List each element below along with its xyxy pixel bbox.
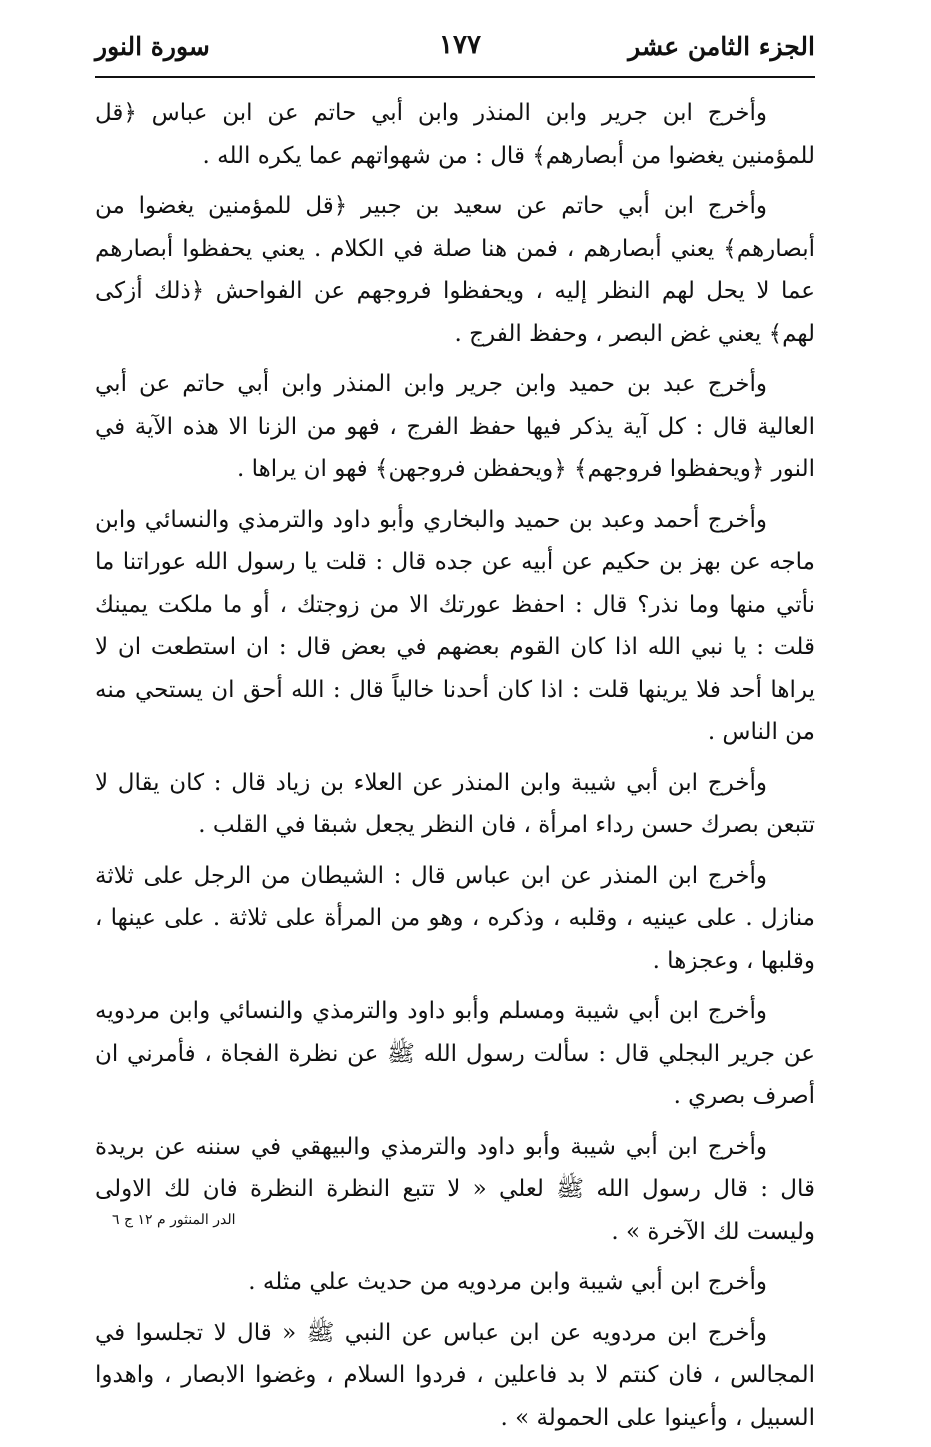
paragraph: وأخرج ابن أبي شيبة وابن مردويه من حديث علي مثله . — [248, 1269, 767, 1295]
page-number: ١٧٧ — [439, 30, 481, 60]
paragraph: وأخرج عبد بن حميد وابن جرير وابن المنذر وابن أبي حاتم عن أبي العالية قال : كل آية يذكر فيها حفظ الفرج ، فهو من الزنا الا هذه الآية في النور ﴿ويحفظوا فروجهم﴾ ﴿ويحفظن فروجهن﴾ فهو ان يراها . — [95, 371, 815, 482]
paragraph: وأخرج ابن مردويه عن ابن عباس عن النبي ﷺ « قال لا تجلسوا في المجالس ، فان كنتم لا بد فاعلين ، فردوا السلام ، وغضوا الابصار ، واهدوا السبيل ، وأعينوا على الحمولة » . — [95, 1319, 815, 1431]
surah-title: سورة النور — [95, 32, 210, 61]
paragraph: وأخرج ابن جرير وابن المنذر وابن أبي حاتم عن ابن عباس ﴿قل للمؤمنين يغضوا من أبصارهم﴾ قال : من شهواتهم عما يكره الله . — [95, 100, 815, 169]
page-body — [95, 92, 815, 1447]
header-divider — [95, 76, 815, 78]
paragraph: وأخرج ابن أبي شيبة وأبو داود والترمذي والبيهقي في سننه عن بريدة قال : قال رسول الله ﷺ لعلي « لا تتبع النظرة النظرة فان لك الاولى وليست لك الآخرة » . — [95, 1133, 815, 1245]
paragraph: وأخرج ابن أبي شيبة وابن المنذر عن العلاء بن زياد قال : كان يقال لا تتبعن بصرك حسن رداء امرأة ، فان النظر يجعل شبقا في القلب . — [95, 769, 815, 838]
page-header — [95, 24, 815, 74]
paragraph: وأخرج أحمد وعبد بن حميد والبخاري وأبو داود والترمذي والنسائي وابن ماجه عن بهز بن حكيم عن أبيه عن جده قال : قلت يا رسول الله عوراتنا ما نأتي منها وما نذر؟ قال : احفظ عورتك الا من زوجتك ، أو ما ملكت يمينك قلت : يا نبي الله اذا كان القوم بعضهم في بعض قال : ان استطعت ان لا يراها أحد فلا يرينها قلت : اذا كان أحدنا خالياً قال : الله أحق ان يستحي منه من الناس . — [95, 506, 815, 745]
paragraph: وأخرج ابن أبي حاتم عن سعيد بن جبير ﴿قل للمؤمنين يغضوا من أبصارهم﴾ يعني أبصارهم ، فمن هنا صلة في الكلام . يعني يحفظوا أبصارهم عما لا يحل لهم النظر إليه ، ويحفظوا فروجهم عن الفواحش ﴿ذلك أزكى لهم﴾ يعني غض البصر ، وحفظ الفرج . — [95, 193, 815, 347]
paragraph: وأخرج ابن المنذر عن ابن عباس قال : الشيطان من الرجل على ثلاثة منازل . على عينيه ، وقلبه ، وذكره ، وهو من المرأة على ثلاثة . على عينها ، وقلبها ، وعجزها . — [95, 862, 815, 974]
paragraph: وأخرج ابن أبي شيبة ومسلم وأبو داود والترمذي والنسائي وابن مردويه عن جرير البجلي قال : سألت رسول الله ﷺ عن نظرة الفجاة ، فأمرني ان أصرف بصري . — [95, 998, 815, 1109]
volume-footer: الدر المنثور م ١٢ ج ٦ — [112, 1212, 236, 1228]
part-title: الجزء الثامن عشر — [628, 32, 815, 61]
